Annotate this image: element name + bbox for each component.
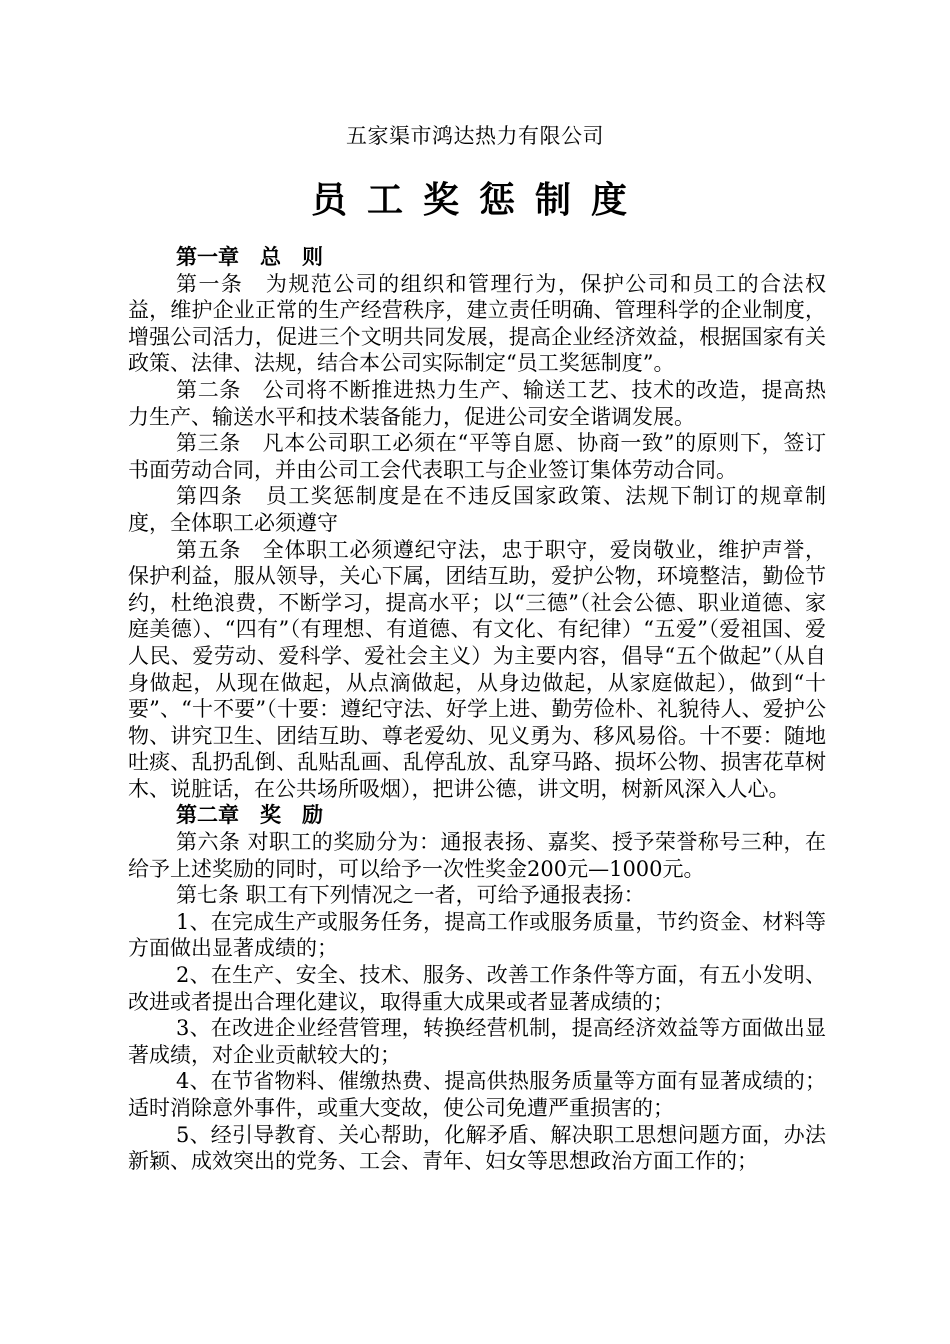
article-paragraph: 第五条 全体职工必须遵纪守法，忠于职守，爱岗敬业，维护声誉，保护利益，服从领导，关心下属，团结互助，爱护公物，环境整洁，勤俭节约，杜绝浪费，不断学习，提高水平；以“三德”（社会公德、职业道德、家庭美德）、“四有”（有理想、有道德、有文化、有纪律）“五爱”（爱祖国、爱人民、爱劳动、爱科学、爱社会主义）为主要内容，倡导“五个做起”（从自身做起，从现在做起，从点滴做起，从身边做起，从家庭做起），做到“十要”、“十不要”（十要：遵纪守法、好学上进、勤劳俭朴、礼貌待人、爱护公物、讲究卫生、团结互助、尊老爱幼、见义勇为、移风易俗。十不要：随地吐痰、乱扔乱倒、乱贴乱画、乱停乱放、乱穿马路、损坏公物、损害花草树木、说脏话，在公共场所吸烟），把讲公德，讲文明，树新风深入人心。 (128, 537, 826, 801)
article-paragraph: 第一条 为规范公司的组织和管理行为，保护公司和员工的合法权益，维护企业正常的生产经营秩序，建立责任明确、管理科学的企业制度，增强公司活力，促进三个文明共同发展，提高企业经济效益，根据国家有关政策、法律、法规，结合本公司实际制定“员工奖惩制度”。 (128, 271, 826, 376)
article-paragraph: 第六条 对职工的奖励分为：通报表扬、嘉奖、授予荣誉称号三种，在给予上述奖励的同时，可以给予一次性奖金200元—1000元。 (128, 830, 826, 881)
document-title: 员工奖惩制度 (310, 179, 647, 221)
list-item: 1、在完成生产或服务任务，提高工作或服务质量，节约资金、材料等方面做出显著成绩的； (128, 909, 826, 961)
list-item: 5、经引导教育、关心帮助，化解矛盾、解决职工思想问题方面，办法新颖、成效突出的党务、工会、青年、妇女等思想政治方面工作的； (128, 1122, 826, 1174)
document-body (128, 244, 826, 1175)
list-item: 3、在改进企业经营管理，转换经营机制，提高经济效益等方面做出显著成绩，对企业贡献较大的； (128, 1016, 826, 1067)
chapter-heading: 第二章 奖 励 (176, 802, 323, 828)
article-paragraph: 第四条 员工奖惩制度是在不违反国家政策、法规下制订的规章制度，全体职工必须遵守 (128, 484, 826, 535)
chapter-heading: 第一章 总 则 (176, 244, 323, 269)
company-name: 五家渠市鸿达热力有限公司 (346, 124, 604, 148)
list-item: 2、在生产、安全、技术、服务、改善工作条件等方面，有五小发明、改进或者提出合理化建议，取得重大成果或者显著成绩的； (128, 963, 826, 1014)
article-paragraph: 第三条 凡本公司职工必须在“平等自愿、协商一致”的原则下，签订书面劳动合同，并由公司工会代表职工与企业签订集体劳动合同。 (128, 431, 826, 482)
list-item: 4、在节省物料、催缴热费、提高供热服务质量等方面有显著成绩的；适时消除意外事件，或重大变故，使公司免遭严重损害的； (128, 1069, 826, 1120)
article-paragraph: 第二条 公司将不断推进热力生产、输送工艺、技术的改造，提高热力生产、输送水平和技术装备能力，促进公司安全谐调发展。 (128, 377, 826, 429)
article-paragraph: 第七条 职工有下列情况之一者，可给予通报表扬： (176, 883, 645, 908)
